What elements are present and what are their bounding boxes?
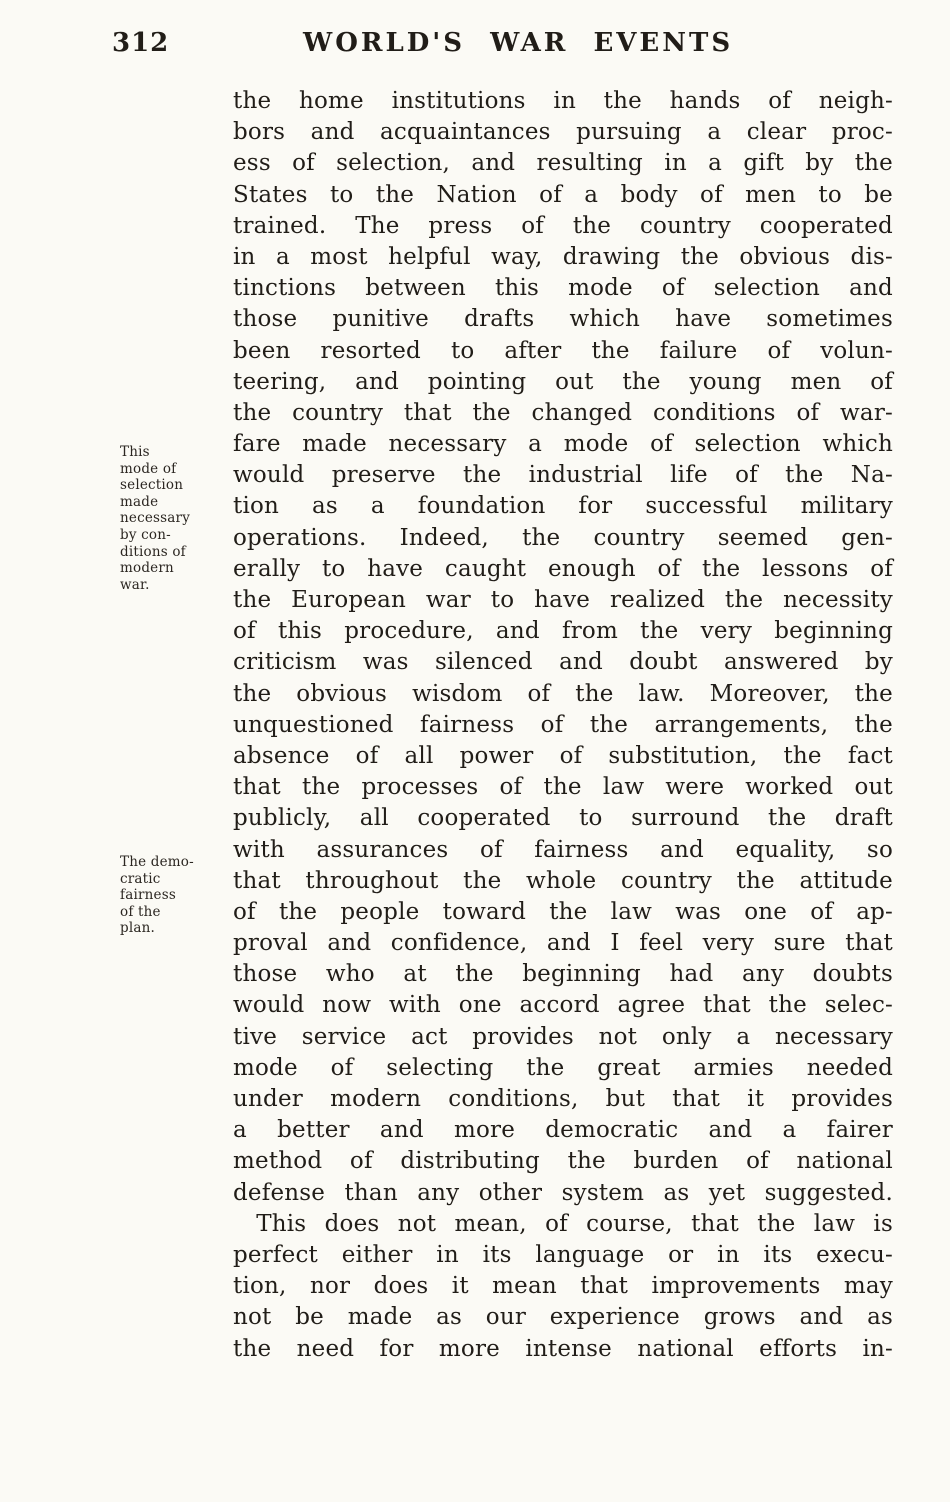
margin-note-line: cratic	[120, 870, 161, 887]
text-line: tive service act provides not only a necessary	[233, 1023, 893, 1050]
margin-note-selection-mode	[120, 444, 232, 593]
margin-note-line: of the	[120, 903, 161, 920]
text-line: ess of selection, and resulting in a gift by the	[233, 150, 893, 177]
text-line: erally to have caught enough of the lessons of	[233, 555, 893, 582]
text-line: with assurances of fairness and equality, so	[233, 836, 893, 863]
text-line: the country that the changed conditions of war-	[233, 399, 893, 426]
margin-note-line: mode of	[120, 460, 177, 477]
text-line: the need for more intense national efforts in-	[233, 1335, 893, 1362]
text-line: tion as a foundation for successful military	[233, 493, 893, 520]
text-line: under modern conditions, but that it provides	[233, 1086, 893, 1112]
text-line: operations. Indeed, the country seemed gen-	[233, 524, 893, 551]
text-line: bors and acquaintances pursuing a clear proc-	[233, 119, 893, 146]
text-line: those punitive drafts which have sometimes	[233, 306, 893, 333]
text-line: that the processes of the law were worked out	[233, 774, 893, 801]
page-header	[0, 28, 950, 70]
text-line: those who at the beginning had any doubts	[233, 961, 893, 988]
margin-note-line: modern	[120, 560, 174, 577]
text-line: in a most helpful way, drawing the obvious dis-	[233, 243, 893, 270]
text-line: tion, nor does it mean that improvements may	[233, 1273, 893, 1300]
text-line: fare made necessary a mode of selection which	[233, 431, 893, 458]
text-line: tinctions between this mode of selection and	[233, 275, 893, 302]
margin-note-line: necessary	[120, 510, 191, 527]
text-line: mode of selecting the great armies needed	[233, 1054, 893, 1081]
text-line: publicly, all cooperated to surround the draft	[233, 805, 893, 832]
body-text	[233, 86, 893, 1365]
text-line: would now with one accord agree that the selec-	[233, 992, 893, 1019]
text-line: unquestioned fairness of the arrangements, the	[233, 711, 893, 738]
text-line: the European war to have realized the necessity	[233, 587, 893, 613]
text-line: This does not mean, of course, that the law is	[233, 1210, 893, 1237]
text-line: the home institutions in the hands of neigh-	[233, 88, 893, 114]
text-line: would preserve the industrial life of the Na-	[233, 462, 893, 489]
text-line: not be made as our experience grows and as	[233, 1304, 893, 1331]
text-line: proval and confidence, and I feel very sure that	[233, 930, 893, 957]
text-line: criticism was silenced and doubt answered by	[233, 649, 893, 676]
margin-note-line: war.	[120, 576, 150, 593]
margin-note-line: The demo-	[120, 854, 194, 870]
margin-note-line: by con-	[120, 526, 171, 543]
text-line: States to the Nation of a body of men to be	[233, 181, 893, 208]
margin-note-line: made	[120, 493, 159, 510]
text-line: the obvious wisdom of the law. Moreover, the	[233, 680, 893, 707]
text-line: been resorted to after the failure of volun-	[233, 337, 893, 364]
text-line: that throughout the whole country the attitude	[233, 867, 893, 894]
margin-note-line: fairness	[120, 887, 176, 904]
text-line: trained. The press of the country cooperated	[233, 212, 893, 239]
text-line: defense than any other system as yet suggested.	[233, 1179, 893, 1206]
text-line: a better and more democratic and a fairer	[233, 1117, 893, 1144]
margin-note-line: plan.	[120, 920, 155, 937]
running-title: WORLD'S WAR EVENTS	[303, 28, 734, 58]
page-number: 312	[112, 28, 170, 58]
text-line: perfect either in its language or in its execu-	[233, 1241, 893, 1268]
text-line: method of distributing the burden of national	[233, 1148, 893, 1175]
text-line: of the people toward the law was one of ap-	[233, 898, 893, 925]
text-line: teering, and pointing out the young men of	[233, 368, 893, 395]
margin-note-line: selection	[120, 477, 184, 494]
text-line: of this procedure, and from the very beginning	[233, 618, 893, 645]
text-line: absence of all power of substitution, the fact	[233, 742, 893, 769]
margin-note-line: ditions of	[120, 543, 186, 560]
margin-note-line: This	[120, 444, 150, 460]
margin-note-democratic-fairness	[120, 854, 232, 937]
